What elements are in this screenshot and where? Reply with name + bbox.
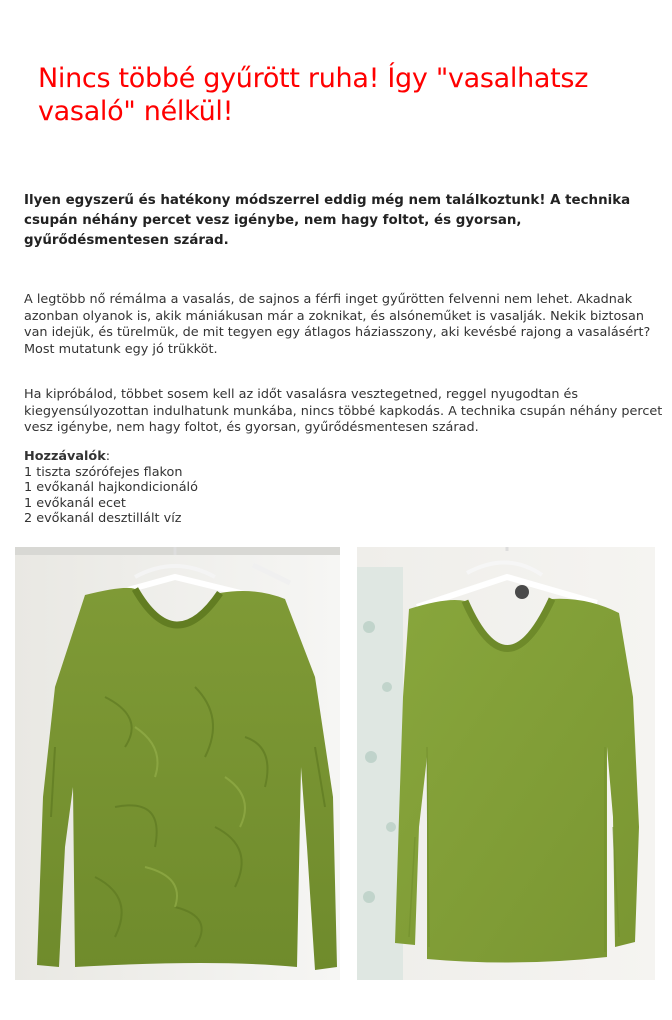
photo-smooth-shirt — [357, 547, 655, 980]
ingredient-item: 1 tiszta szórófejes flakon — [24, 464, 183, 480]
ingredient-item: 1 evőkanál ecet — [24, 495, 126, 511]
article-lead: Ilyen egyszerű és hatékony módszerrel eddig még nem találkoztunk! A technika csupán néhány percet vesz igénybe, nem hagy foltot, és gyorsan, gyűrődésmentesen szárad. — [24, 193, 631, 248]
ingredients-list: Hozzávalók: 1 tiszta szórófejes flakon 1 evőkanál hajkondicionáló 1 evőkanál ecet 2 evőkanál desztillált víz — [24, 449, 424, 527]
article-paragraph-2: Ha kipróbálod, többet sosem kell az időt vasalásra vesztegetned, reggel nyugodtan és kiegyensúlyozottan indulhatunk munkába, nincs többé kapkodás. A technika csupán néhány percet vesz igénybe, nem hagy foltot, és gyorsan, gyűrődésmentesen szárad. — [24, 387, 663, 435]
article-paragraph-1: A legtöbb nő rémálma a vasalás, de sajnos a férfi inget gyűrötten felvenni nem lehet. Akadnak azonban olyanok is, akik mániákusan már a zoknikat, és alsóneműket is vasalják. Nekik biztosan van idejük, és türelmük, de mit tegyen egy átlagos háziasszony, aki kevésbé rajong a vasalásért? Most mutatunk egy jó trükköt. — [24, 292, 651, 357]
article-title: Nincs többé gyűrött ruha! Így "vasalhatsz vasaló" nélkül! — [38, 63, 589, 127]
ingredients-heading: Hozzávalók — [24, 449, 106, 464]
ingredient-item: 2 evőkanál desztillált víz — [24, 511, 182, 526]
photo-wrinkled-shirt — [15, 547, 340, 980]
ingredient-item: 1 evőkanál hajkondicionáló — [24, 480, 198, 495]
